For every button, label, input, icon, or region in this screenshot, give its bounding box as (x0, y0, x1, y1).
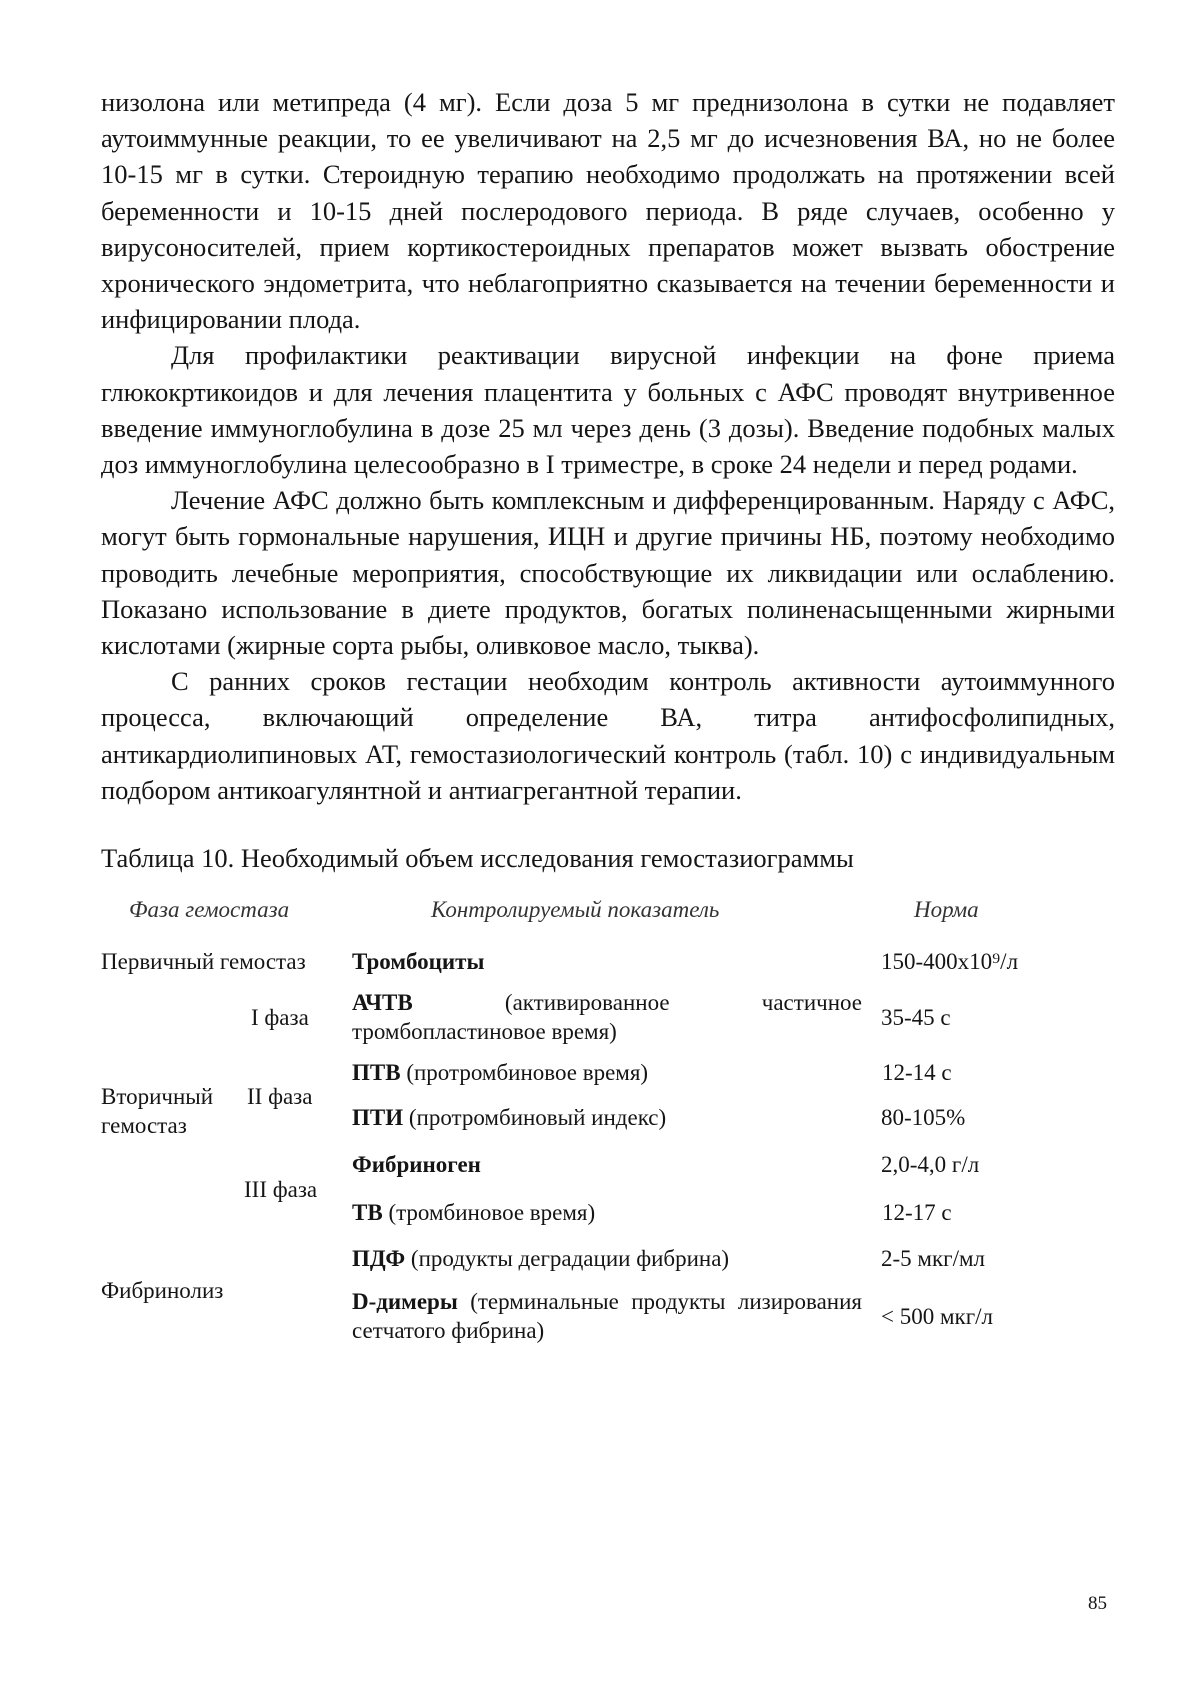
indicator-abbr: Фибриноген (352, 1152, 481, 1178)
norm-value: < 500 мкг/л (881, 1304, 994, 1330)
phase-3: III фаза (244, 1177, 318, 1203)
paragraph-3: Лечение АФС должно быть комплексным и дифференцированным. Наряду с АФС, могут быть гормональные нарушения, ИЦН и другие причины НБ, поэтому необходимо проводить лечебные мероприятия, способствующие их ликвидации или ослаблению. Показано использование в диете продуктов, богатых полиненасыщенными жирными кислотами (жирные сорта рыбы, оливковое масло, тыква). (101, 485, 1115, 661)
indicator-abbr: АЧТВ (352, 990, 413, 1016)
page-number: 85 (1088, 1593, 1107, 1614)
norm-value: 2-5 мкг/мл (881, 1246, 985, 1272)
norm-value: 12-17 с (882, 1200, 952, 1226)
norm-value: 80-105% (881, 1105, 966, 1131)
header-indicator: Контролируемый показатель (431, 897, 720, 923)
norm-value: 150-400х10⁹/л (881, 949, 1019, 975)
norm-value: 2,0-4,0 г/л (881, 1152, 980, 1178)
phase-1: I фаза (251, 1005, 309, 1031)
norm-value: 12-14 с (882, 1060, 952, 1086)
phase-2: II фаза (247, 1084, 313, 1110)
paragraph-2: Для профилактики реактивации вирусной инфекции на фоне приема глюкокртикоидов и для лечения плацентита у больных с АФС проводят внутривенное введение иммуноглобулина в дозе 25 мл через день (3 дозы). Введение подобных малых доз иммуноглобулина целесообразно в I триместре, в сроке 24 недели и перед родами. (101, 340, 1115, 480)
table-row (352, 1244, 862, 1273)
indicator-abbr: ПТИ (352, 1105, 404, 1131)
indicator-abbr: ПТВ (352, 1060, 401, 1086)
table-row (352, 1058, 862, 1087)
indicator-abbr: D-димеры (352, 1289, 458, 1315)
table-row (352, 1198, 862, 1227)
header-norm: Норма (914, 897, 979, 923)
indicator-desc: (протромбиновое время) (400, 1060, 649, 1086)
indicator-desc: (активированное частичное тромбопластиновое время) (352, 990, 862, 1045)
hemostasis-table (101, 895, 1115, 1445)
page-body (101, 84, 1115, 1445)
table-row (352, 1287, 862, 1345)
indicator-desc: (терминальные продукты лизирования сетчатого фибрина) (352, 1289, 862, 1344)
phase-fibrinolysis: Фибринолиз (101, 1278, 224, 1304)
indicator-abbr: ПДФ (352, 1246, 406, 1272)
indicator-desc: (продукты деградации фибрина) (405, 1246, 730, 1272)
indicator-abbr: Тромбоциты (352, 949, 485, 975)
phase-primary: Первичный гемостаз (101, 949, 306, 975)
table-row (352, 988, 862, 1046)
table-caption: Таблица 10. Необходимый объем исследования гемостазиограммы (101, 843, 854, 874)
phase-secondary: Вторичный гемостаз (101, 1084, 214, 1139)
paragraph-1: низолона или метипреда (4 мг). Если доза 5 мг преднизолона в сутки не подавляет аутоиммунные реакции, то ее увеличивают на 2,5 мг до исчезновения ВА, но не более 10-15 мг в сутки. Стероидную терапию необходимо продолжать на протяжении всей беременности и 10-15 дней послеродового периода. В ряде случаев, особенно у вирусоносителей, прием кортикостероидных препаратов может вызвать обострение хронического эндометрита, что неблагоприятно сказывается на течении беременности и инфицировании плода. (101, 87, 1115, 335)
indicator-abbr: ТВ (352, 1200, 383, 1226)
paragraph-4: С ранних сроков гестации необходим контроль активности аутоиммунного процесса, включающий определение ВА, титра антифосфолипидных, антикардиолипиновых АТ, гемостазиологический контроль (табл. 10) с индивидуальным подбором антикоагулянтной и антиагрегантной терапии. (101, 666, 1115, 805)
table-row (352, 1150, 862, 1179)
norm-value: 35-45 с (881, 1005, 951, 1031)
table-row (352, 947, 862, 976)
header-phase: Фаза гемостаза (129, 897, 290, 923)
table-row (352, 1103, 862, 1132)
indicator-desc: (тромбиновое время) (382, 1200, 596, 1226)
indicator-desc: (протромбиновый индекс) (403, 1105, 667, 1131)
